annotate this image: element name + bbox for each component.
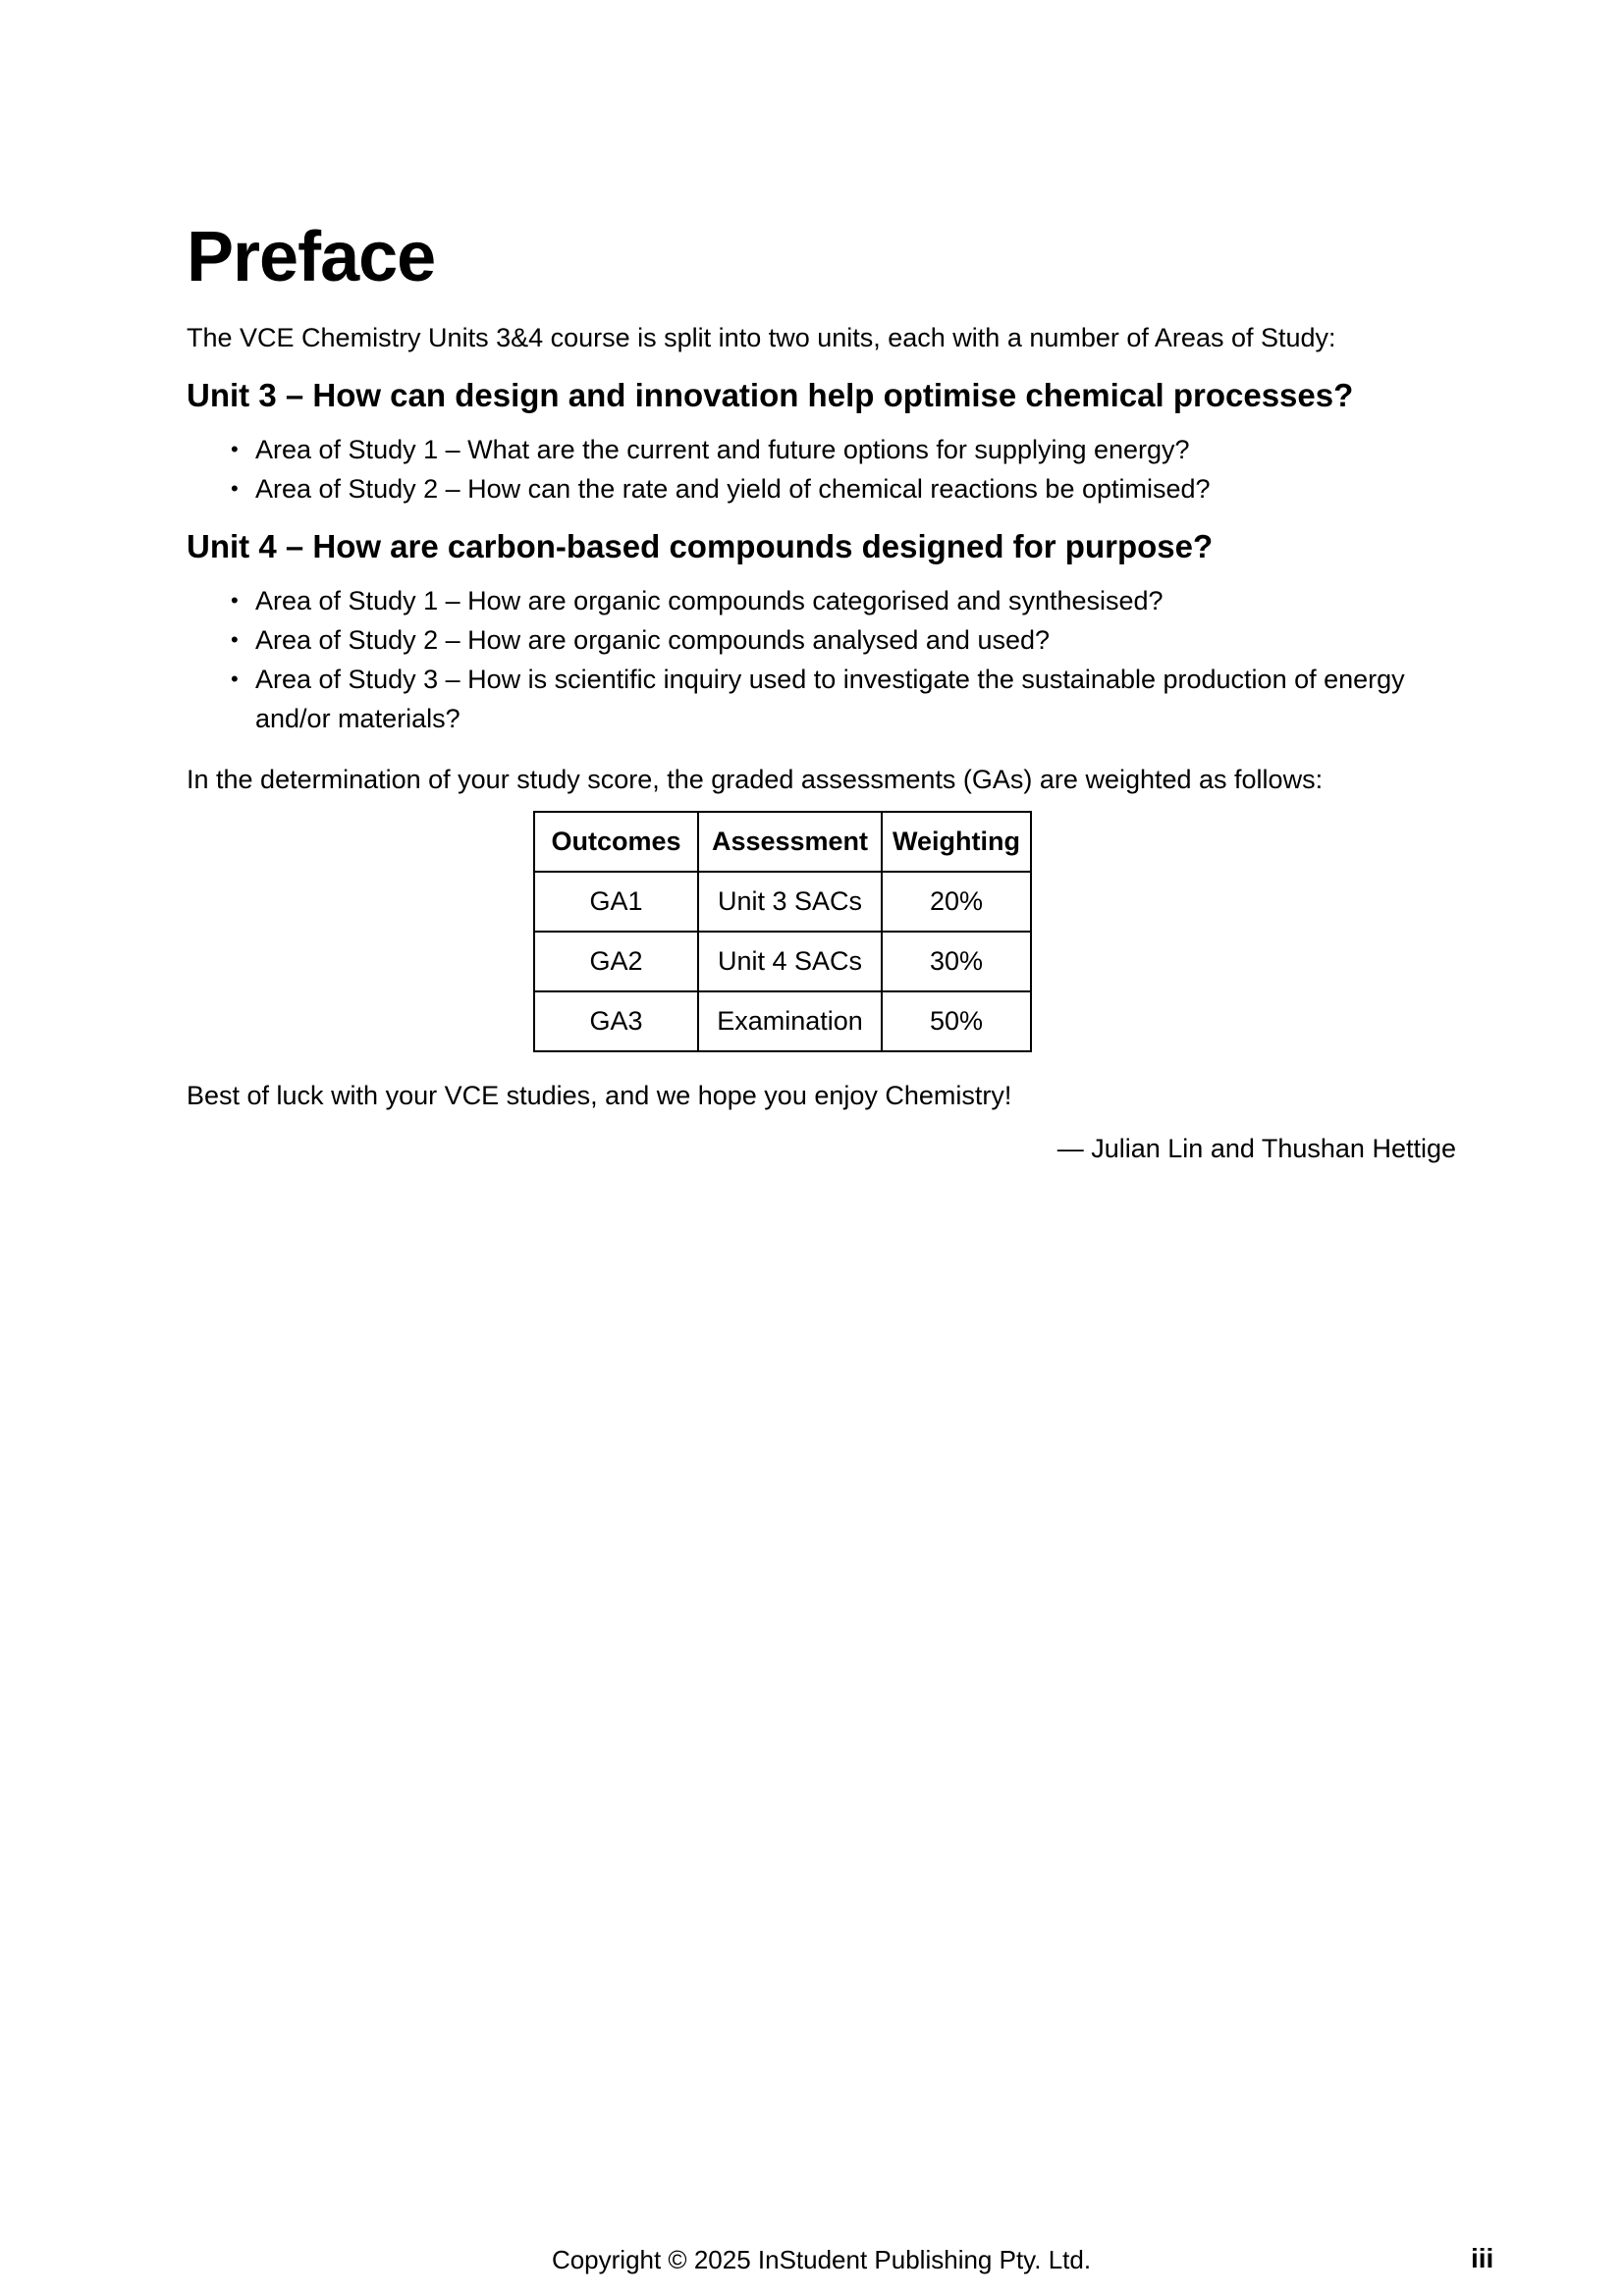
table-cell-outcome: GA3 <box>534 991 698 1051</box>
area-of-study-item <box>187 469 1456 508</box>
area-of-study-text: Area of Study 2 – How are organic compounds analysed and used? <box>255 625 1051 655</box>
unit-4-heading: Unit 4 – How are carbon-based compounds designed for purpose? <box>187 528 1214 564</box>
area-of-study-text: Area of Study 1 – How are organic compounds categorised and synthesised? <box>255 586 1164 615</box>
table-cell-weighting: 50% <box>882 991 1031 1051</box>
table-row <box>534 932 1031 991</box>
bullet-icon: • <box>231 627 239 652</box>
unit-3-heading: Unit 3 – How can design and innovation help optimise chemical processes? <box>187 377 1354 413</box>
table-header-assessment: Assessment <box>698 812 882 872</box>
table-row <box>534 991 1031 1051</box>
bullet-icon: • <box>231 667 239 691</box>
table-cell-outcome: GA2 <box>534 932 698 991</box>
table-header-outcomes: Outcomes <box>534 812 698 872</box>
area-of-study-item <box>187 620 1456 660</box>
table-cell-assessment: Examination <box>698 991 882 1051</box>
table-cell-weighting: 30% <box>882 932 1031 991</box>
table-header-row <box>534 812 1031 872</box>
area-of-study-text: Area of Study 3 – How is scientific inquiry used to investigate the sustainable production of energy and/or materials? <box>255 665 1405 733</box>
assessment-table-wrapper <box>533 811 1456 1052</box>
page-content <box>187 0 1456 1168</box>
area-of-study-item <box>187 581 1456 620</box>
unit-3-area-list <box>187 430 1456 508</box>
table-cell-assessment: Unit 3 SACs <box>698 872 882 932</box>
area-of-study-text: Area of Study 2 – How can the rate and yield of chemical reactions be optimised? <box>255 474 1211 504</box>
footer-copyright: Copyright © 2025 InStudent Publishing Pty. Ltd. <box>551 2245 1092 2274</box>
bullet-icon: • <box>231 476 239 501</box>
unit-4-area-list <box>187 581 1456 738</box>
page-title: Preface <box>187 218 436 296</box>
author-signature: — Julian Lin and Thushan Hettige <box>1056 1134 1456 1163</box>
table-cell-weighting: 20% <box>882 872 1031 932</box>
intro-paragraph: The VCE Chemistry Units 3&4 course is split into two units, each with a number of Areas of Study: <box>187 323 1336 352</box>
area-of-study-item <box>187 660 1456 738</box>
area-of-study-item <box>187 430 1456 469</box>
bullet-icon: • <box>231 437 239 461</box>
assessment-weighting-table <box>533 811 1032 1052</box>
page-number: iii <box>1471 2243 1494 2273</box>
table-cell-assessment: Unit 4 SACs <box>698 932 882 991</box>
closing-paragraph: Best of luck with your VCE studies, and we hope you enjoy Chemistry! <box>187 1081 1012 1110</box>
table-row <box>534 872 1031 932</box>
area-of-study-text: Area of Study 1 – What are the current and future options for supplying energy? <box>255 435 1190 464</box>
table-intro-paragraph: In the determination of your study score, the graded assessments (GAs) are weighted as follows: <box>187 765 1324 794</box>
bullet-icon: • <box>231 588 239 613</box>
table-cell-outcome: GA1 <box>534 872 698 932</box>
table-header-weighting: Weighting <box>882 812 1031 872</box>
